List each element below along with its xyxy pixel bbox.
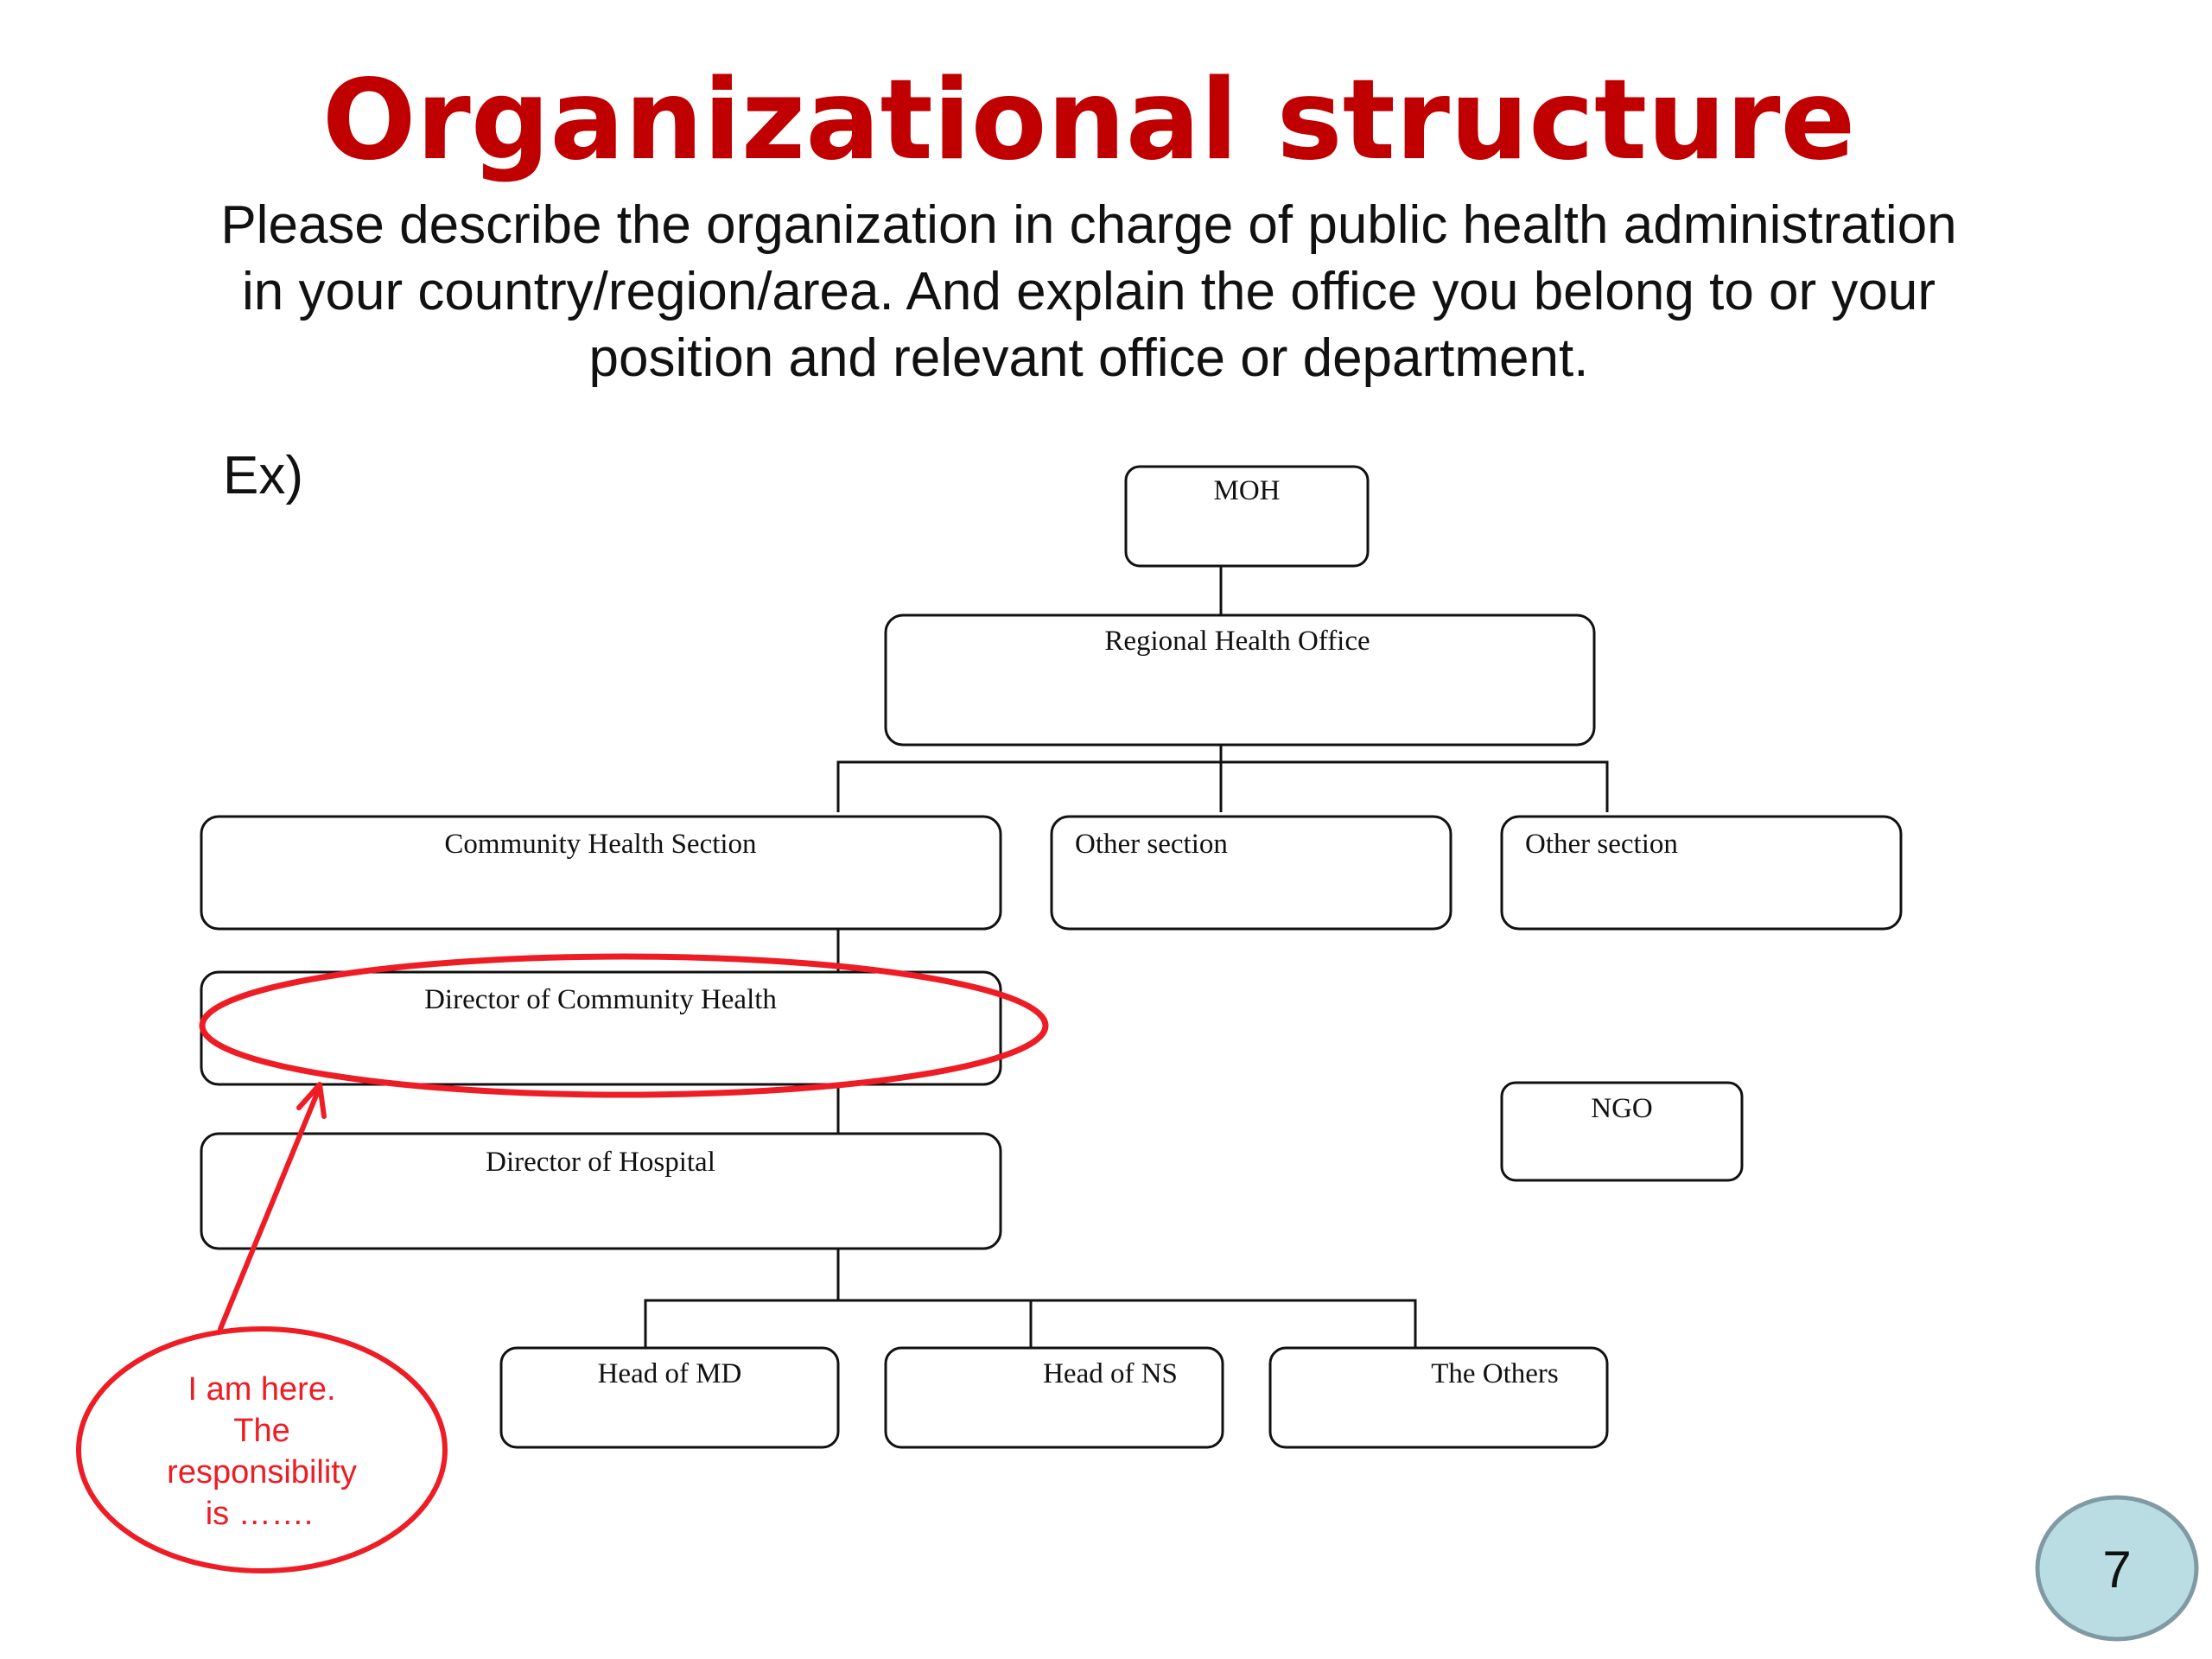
node-community-health-section-label: Community Health Section	[444, 829, 757, 860]
node-moh	[1126, 467, 1368, 566]
callout-line-4: is …….	[205, 1496, 314, 1532]
node-director-community-health-label: Director of Community Health	[424, 984, 777, 1015]
node-moh-label: MOH	[1213, 475, 1281, 506]
example-label: Ex)	[223, 446, 303, 505]
node-regional-health-office	[886, 615, 1594, 745]
connector-section-bus	[838, 762, 1607, 812]
callout-line-3: responsibility	[167, 1454, 357, 1491]
subtitle-line-1: Please describe the organization in charge of public health administration	[220, 195, 1957, 255]
node-director-hospital-label: Director of Hospital	[486, 1147, 715, 1178]
node-other-section-1	[1052, 817, 1451, 929]
node-director-community-health	[201, 972, 1001, 1084]
node-head-ns-label: Head of NS	[1043, 1358, 1178, 1389]
node-head-md-label: Head of MD	[597, 1358, 742, 1389]
page-number: 7	[2102, 1541, 2132, 1599]
callout-line-2: The	[233, 1413, 290, 1449]
slide-title: Organizational structure	[321, 56, 1856, 185]
callout-bubble	[79, 1329, 445, 1571]
node-the-others	[1270, 1348, 1607, 1447]
node-the-others-label: The Others	[1431, 1358, 1559, 1389]
subtitle-line-2: in your country/region/area. And explain the office you belong to or your	[242, 262, 1936, 321]
node-other-section-1-label: Other section	[1075, 829, 1228, 860]
callout-line-1: I am here.	[188, 1371, 336, 1408]
node-community-health-section	[201, 817, 1001, 929]
node-other-section-2	[1502, 817, 1901, 929]
subtitle-line-3: position and relevant office or department.	[588, 328, 1589, 388]
node-regional-health-office-label: Regional Health Office	[1104, 626, 1370, 657]
node-head-md	[501, 1348, 838, 1447]
node-head-ns	[886, 1348, 1223, 1447]
node-director-hospital	[201, 1134, 1001, 1249]
page-number-badge	[2037, 1497, 2196, 1639]
node-ngo	[1502, 1083, 1742, 1180]
node-other-section-2-label: Other section	[1525, 829, 1678, 860]
node-ngo-label: NGO	[1591, 1093, 1653, 1124]
